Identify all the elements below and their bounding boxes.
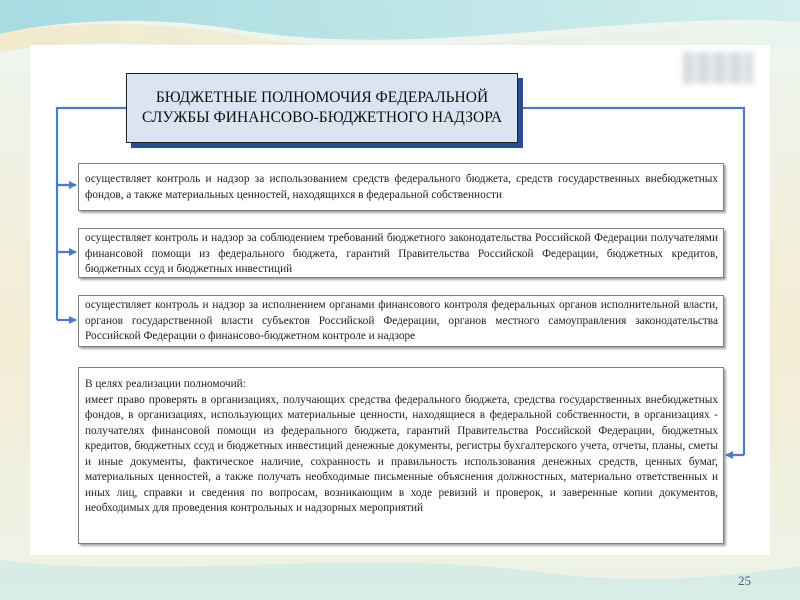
authority-box-2 xyxy=(78,228,724,278)
rights-heading: В целях реализации полномочий: xyxy=(85,378,246,390)
page-number: 25 xyxy=(738,573,751,588)
authority-box-rights xyxy=(78,367,724,544)
authority-text-1: осуществляет контроль и надзор за использованием средств федерального бюджета, средств государственных внебюджетных фондов, а также материальных ценностей, находящихся в федеральной собственности xyxy=(85,173,718,201)
authority-box-1 xyxy=(78,163,724,211)
authority-text-2: осуществляет контроль и надзор за соблюдением требований бюджетного законодательства Российской Федерации получателями финансовой помощи из федерального бюджета, гарантий Правительства Российской Федерации, бюджетных кредитов, бюджетных ссуд и бюджетных инвестиций xyxy=(85,232,718,275)
rights-text: имеет право проверять в организациях, получающих средства федерального бюджета, средства государственных внебюджетных фондов, в организациях, использующих материальные ценности, находящиеся в федеральной собственности, в организациях - получателях финансовой помощи из федерального бюджета, гарантий Правительства Российской Федерации, бюджетных кредитов, бюджетных ссуд и бюджетных инвестиций денежные документы, регистры бухгалтерского учета, отчеты, планы, сметы и иные документы, фактическое наличие, сохранность и правильность использования денежных средств, ценных бумаг, материальных ценностей, а также получать необходимые письменные объяснения должностных, материально ответственных и иных лиц, справки и сведения по вопросам, возникающим в ходе ревизий и проверок, и заверенные копии документов, необходимых для проведения контрольных и надзорных мероприятий xyxy=(85,393,718,514)
title-box xyxy=(126,73,518,143)
blurred-logo xyxy=(683,52,753,84)
diagram-title: БЮДЖЕТНЫЕ ПОЛНОМОЧИЯ ФЕДЕРАЛЬНОЙ СЛУЖБЫ ФИНАНСОВО-БЮДЖЕТНОГО НАДЗОРА xyxy=(141,89,503,126)
authority-text-3: осуществляет контроль и надзор за исполнением органами финансового контроля федеральных органов исполнительной власти, органов государственной власти субъектов Российской Федерации, органов местного самоуправления законодательства Российской Федерации о финансово-бюджетном контроле и надзоре xyxy=(85,299,718,342)
authority-box-3 xyxy=(78,295,724,347)
